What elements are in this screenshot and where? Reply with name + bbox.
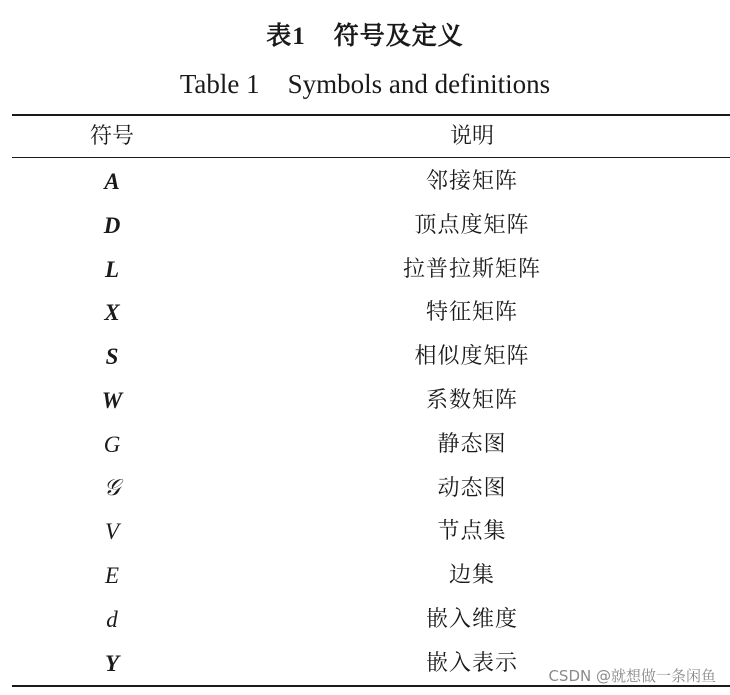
table-row xyxy=(12,554,730,598)
description-cell: 系数矩阵 xyxy=(425,387,518,413)
symbol-cell: Y xyxy=(104,650,120,676)
symbol-cell: D xyxy=(103,212,121,238)
table-title-chinese xyxy=(0,16,730,57)
table-row xyxy=(12,379,730,423)
symbol-cell: V xyxy=(104,519,120,545)
table-row xyxy=(12,204,730,248)
table-title-english xyxy=(0,64,730,104)
table-row xyxy=(12,598,730,642)
symbol-cell: W xyxy=(101,387,123,413)
table-row xyxy=(12,291,730,335)
table-row xyxy=(12,423,730,467)
table-row xyxy=(12,248,730,292)
description-cell: 特征矩阵 xyxy=(425,300,518,326)
table-row xyxy=(12,510,730,554)
title-cn-prefix: 表 xyxy=(266,21,293,50)
symbol-cell: X xyxy=(104,300,120,326)
description-cell: 拉普拉斯矩阵 xyxy=(402,256,541,282)
header-symbol: 符号 xyxy=(89,124,134,149)
description-cell: 静态图 xyxy=(437,431,507,457)
title-en-label: Table 1 xyxy=(179,69,260,99)
symbol-cell: L xyxy=(104,256,120,282)
description-cell: 邻接矩阵 xyxy=(425,169,518,194)
description-cell: 顶点度矩阵 xyxy=(414,212,530,238)
description-cell: 相似度矩阵 xyxy=(414,344,530,370)
table-header-rule xyxy=(12,157,730,158)
description-cell: 嵌入维度 xyxy=(425,606,518,632)
description-cell: 嵌入表示 xyxy=(425,650,518,676)
description-cell: 节点集 xyxy=(437,519,507,545)
title-cn-number: 1 xyxy=(292,23,306,50)
symbol-cell: G xyxy=(103,431,121,457)
table-row xyxy=(12,335,730,379)
symbol-cell: 𝒢 xyxy=(103,474,121,501)
symbol-cell: E xyxy=(104,563,120,589)
symbol-cell: d xyxy=(106,606,118,632)
header-description: 说明 xyxy=(449,124,494,149)
table-header-row xyxy=(12,116,730,157)
symbol-cell: A xyxy=(104,169,120,194)
table-row xyxy=(12,467,730,511)
watermark: CSDN @就想做一条闲鱼 xyxy=(548,667,716,685)
symbol-cell: S xyxy=(105,344,119,370)
title-cn-text: 符号及定义 xyxy=(333,21,464,50)
table-body xyxy=(12,160,730,686)
description-cell: 动态图 xyxy=(437,475,507,501)
title-en-text: Symbols and definitions xyxy=(287,69,551,99)
table-row xyxy=(12,160,730,204)
description-cell: 边集 xyxy=(448,563,495,589)
